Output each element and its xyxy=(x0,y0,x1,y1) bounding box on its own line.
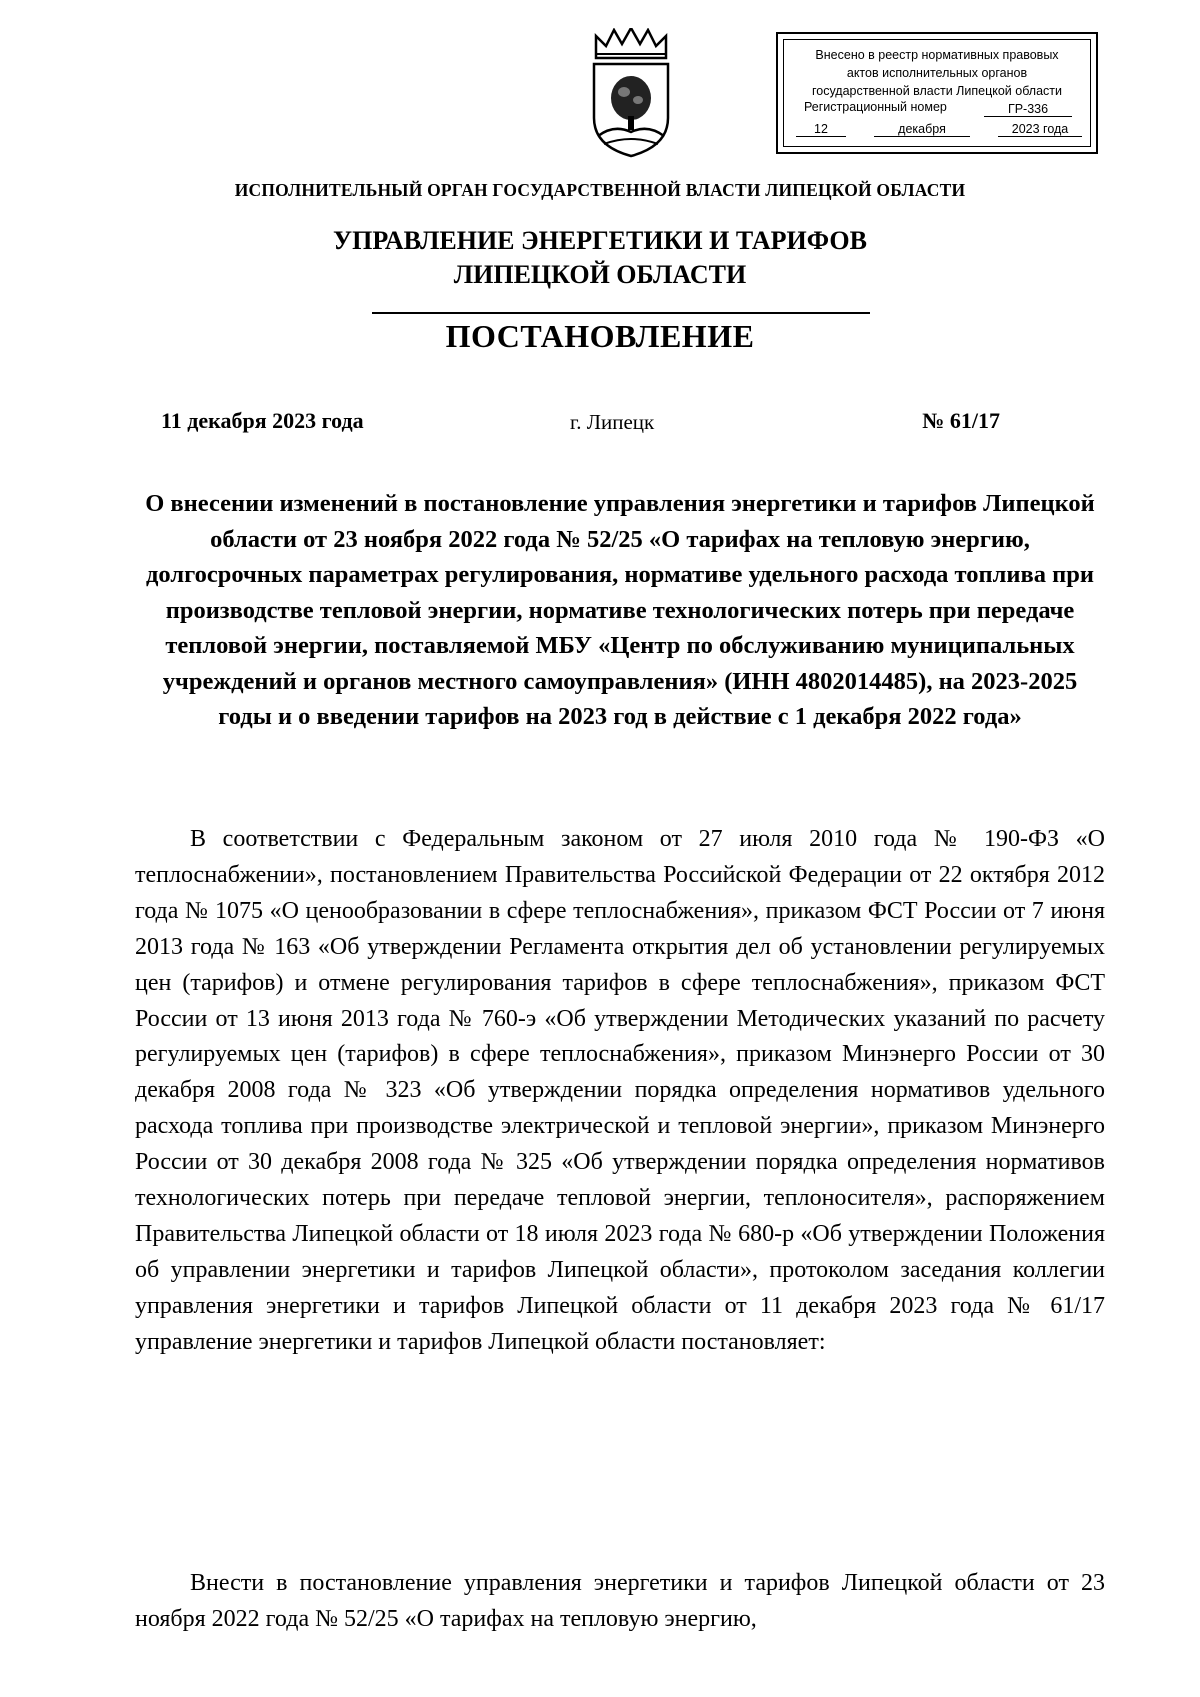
document-city: г. Липецк xyxy=(570,410,655,434)
stamp-reg-label: Регистрационный номер xyxy=(804,100,947,114)
header-divider xyxy=(372,312,870,314)
department-name xyxy=(0,224,1200,292)
stamp-line-3: государственной власти Липецкой области xyxy=(811,84,1063,98)
lipetsk-coat-of-arms-icon xyxy=(588,28,674,158)
stamp-day: 12 xyxy=(796,122,846,137)
registry-stamp xyxy=(776,32,1098,154)
stamp-reg-number: ГР-336 xyxy=(984,102,1072,117)
stamp-line-2: актов исполнительных органов xyxy=(846,66,1028,80)
department-line-1: УПРАВЛЕНИЕ ЭНЕРГЕТИКИ И ТАРИФОВ xyxy=(333,226,867,255)
stamp-year: 2023 года xyxy=(998,122,1082,137)
document-title: О внесении изменений в постановление управления энергетики и тарифов Липецкой области от 23 ноября 2022 года № 52/25 «О тарифах на тепловую энергию, долгосрочных параметрах регулирования, нормативе удельного расхода топлива при производстве тепловой энергии, нормативе технологических потерь при передаче тепловой энергии, поставляемой МБУ «Центр по обслуживанию муниципальных учреждений и органов местного самоуправления» (ИНН 4802014485), на 2023-2025 годы и о введении тарифов на 2023 год в действие с 1 декабря 2022 года» xyxy=(145,490,1095,730)
organization-name: ИСПОЛНИТЕЛЬНЫЙ ОРГАН ГОСУДАРСТВЕННОЙ ВЛАСТИ ЛИПЕЦКОЙ ОБЛАСТИ xyxy=(234,180,966,200)
body-paragraph-1: В соответствии с Федеральным законом от 27 июля 2010 года № 190-ФЗ «О теплоснабжении», постановлением Правительства Российской Федерации от 22 октября 2012 года № 1075 «О ценообразовании в сфере теплоснабжения», приказом ФСТ России от 7 июня 2013 года № 163 «Об утверждении Регламента открытия дел об установлении регулируемых цен (тарифов) и отмене регулирования тарифов в сфере теплоснабжения», приказом ФСТ России от 13 июня 2013 года № 760-э «Об утверждении Методических указаний по расчету регулируемых цен (тарифов) в сфере теплоснабжения», приказом Минэнерго России от 30 декабря 2008 года № 323 «Об утверждении порядка определения нормативов удельного расхода топлива при производстве электрической и тепловой энергии», приказом Минэнерго России от 30 декабря 2008 года № 325 «Об утверждении порядка определения нормативов технологических потерь при передаче тепловой энергии, теплоносителя», распоряжением Правительства Липецкой области от 18 июля 2023 года № 680-р «Об утверждении Положения об управлении энергетики и тарифов Липецкой области», протоколом заседания коллегии управления энергетики и тарифов Липецкой области от 11 декабря 2023 года № 61/17 управление энергетики и тарифов Липецкой области постановляет: xyxy=(135,826,1105,1355)
document-date: 11 декабря 2023 года xyxy=(161,408,364,433)
stamp-month: декабря xyxy=(874,122,970,137)
document-type: ПОСТАНОВЛЕНИЕ xyxy=(445,318,755,354)
body-paragraph-2: Внести в постановление управления энергетики и тарифов Липецкой области от 23 ноября 2022 года № 52/25 «О тарифах на тепловую энергию, xyxy=(135,1570,1105,1632)
department-line-2: ЛИПЕЦКОЙ ОБЛАСТИ xyxy=(453,260,747,289)
stamp-line-1: Внесено в реестр нормативных правовых xyxy=(815,48,1059,62)
document-number: № 61/17 xyxy=(922,408,1000,433)
